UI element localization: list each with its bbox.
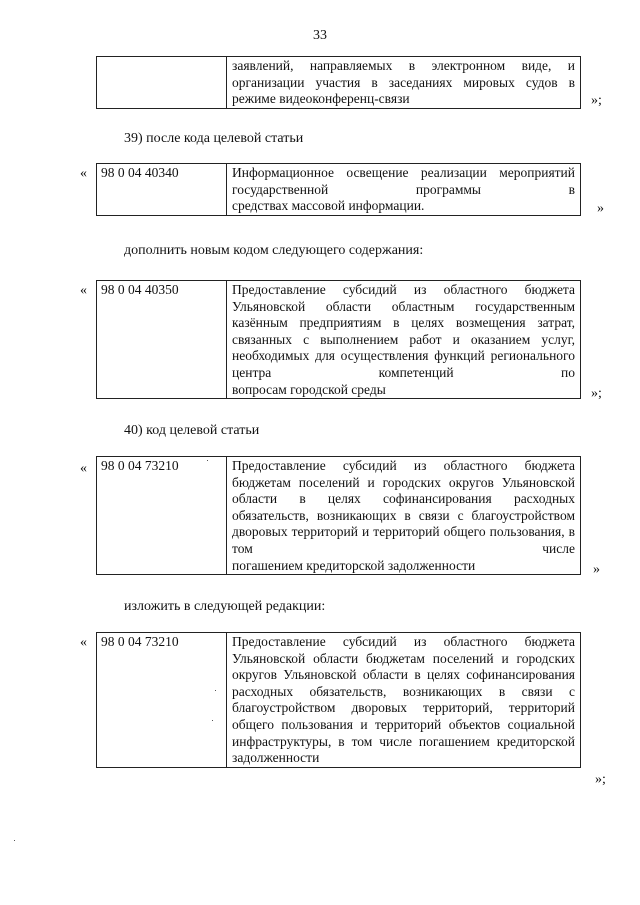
opening-quote: «	[80, 461, 87, 476]
code-cell: 98 0 04 40350	[97, 281, 227, 399]
description-line: Ульяновской области в целях софинансирования	[232, 474, 575, 507]
description-line: Предоставление субсидий из областного бюджета	[232, 282, 575, 297]
description-cell	[227, 281, 581, 399]
description-line: оказанием услуг, необходимых для осуществления	[232, 331, 575, 364]
opening-quote: «	[80, 635, 87, 650]
opening-quote: «	[80, 283, 87, 298]
table-block-5	[96, 632, 581, 768]
closing-quote: »	[597, 201, 604, 216]
description-line: задолженности	[232, 750, 320, 766]
paragraph-add: дополнить новым кодом следующего содержания:	[124, 243, 424, 258]
scan-speck	[207, 460, 208, 461]
table-block-2	[96, 163, 581, 216]
description-line: затрат, связанных с выполнением работ и	[232, 315, 576, 347]
description-line: Информационное освещение реализации	[232, 165, 487, 180]
description-line: территорий, территорий общего пользования и	[232, 700, 575, 732]
description-line: бюджетам поселений и городских округов	[232, 474, 494, 490]
description-line: расходных обязательств, возникающих в связи с	[232, 491, 576, 523]
description-line: казённым предприятиям в целях возмещения	[232, 315, 526, 331]
paragraph-state: изложить в следующей редакции:	[124, 599, 326, 614]
description-line: Ульяновской области бюджетам поселений и	[232, 650, 509, 666]
page-number: 33	[313, 28, 327, 43]
description-line: в том числе погашением кредиторской	[338, 733, 575, 749]
table-block-4	[96, 456, 581, 575]
description-line: территорий общего пользования, в том числе	[232, 524, 576, 556]
description-line: организации участия в заседаниях мировых судов в	[232, 74, 575, 90]
description-line: вопросам городской среды	[232, 381, 386, 397]
description-line: городских округов Ульяновской области в целях	[232, 650, 576, 683]
table-block-3	[96, 280, 581, 399]
description-line: режиме видеоконференц-связи	[232, 91, 410, 107]
table-row	[97, 633, 581, 768]
paragraph-40: 40) код целевой статьи	[124, 423, 260, 438]
paragraph-39: 39) после кода целевой статьи	[124, 131, 304, 146]
table-block-1	[96, 56, 581, 109]
description-line: Предоставление субсидий из областного бюджета	[232, 634, 575, 649]
description-cell	[227, 57, 581, 109]
description-line: благоустройством дворовых территорий и	[232, 507, 575, 540]
code-cell: 98 0 04 73210	[97, 457, 227, 575]
table-row	[97, 57, 581, 109]
table-row	[97, 457, 581, 575]
description-cell	[227, 457, 581, 575]
description-line: территорий объектов социальной инфраструктуры,	[232, 716, 575, 749]
scan-speck	[215, 690, 216, 691]
description-line: возникающих в связи с благоустройством дворовых	[232, 683, 576, 716]
opening-quote: «	[80, 166, 87, 181]
closing-quote: »	[593, 562, 600, 577]
description-line: софинансирования расходных обязательств,	[232, 667, 576, 699]
description-line: погашением кредиторской задолженности	[232, 557, 476, 573]
code-cell: 98 0 04 40340	[97, 164, 227, 216]
table-row	[97, 281, 581, 399]
description-cell	[227, 164, 581, 216]
closing-quote: »;	[591, 386, 602, 401]
scan-speck	[212, 720, 213, 721]
code-cell: 98 0 04 73210	[97, 633, 227, 768]
description-cell	[227, 633, 581, 768]
table-row	[97, 164, 581, 216]
description-line: Предоставление субсидий из областного бюджета	[232, 458, 575, 473]
scan-speck	[14, 840, 15, 841]
closing-quote: »;	[591, 93, 602, 108]
description-line: средствах массовой информации.	[232, 198, 425, 214]
description-line: мероприятий государственной программы в	[232, 165, 576, 197]
description-line: заявлений, направляемых в электронном виде, и	[232, 58, 575, 73]
description-line: функций регионального центра компетенций по	[232, 348, 575, 380]
closing-quote: »;	[595, 772, 606, 787]
code-cell	[97, 57, 227, 109]
description-line: Ульяновской области областным государственным	[232, 298, 575, 314]
